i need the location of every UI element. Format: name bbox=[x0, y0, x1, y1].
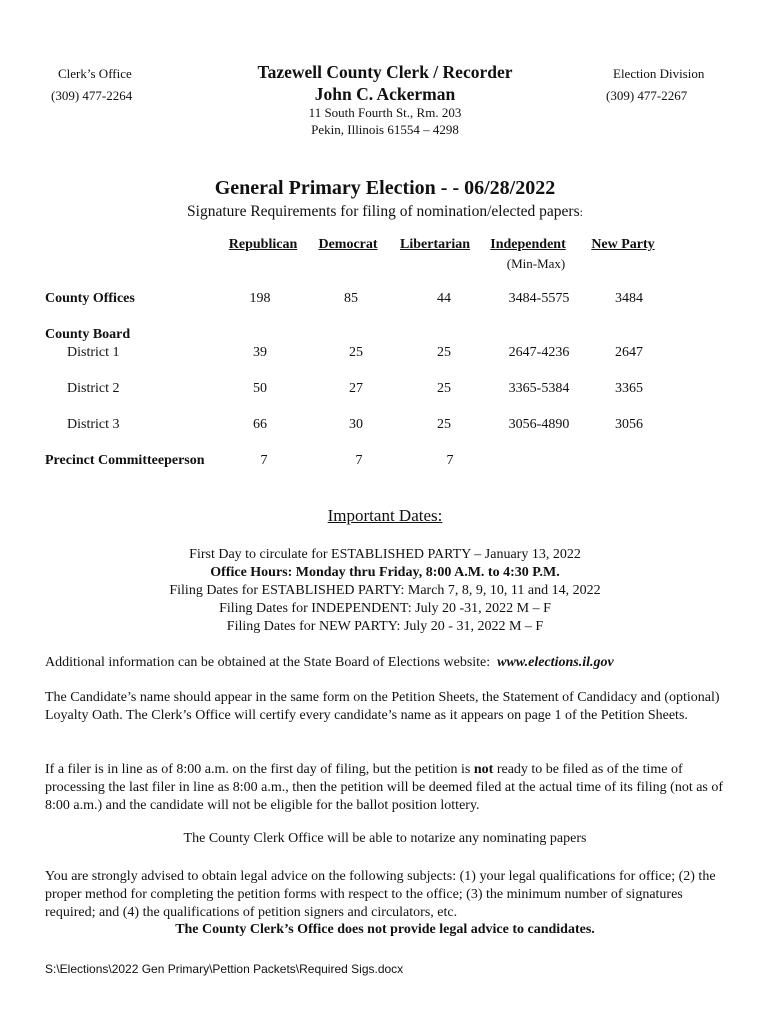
table-cell: 27 bbox=[349, 381, 363, 396]
elections-website-link[interactable]: www.elections.il.gov bbox=[497, 655, 614, 670]
notarize-line: The County Clerk Office will be able to notarize any nominating papers bbox=[183, 831, 587, 846]
table-cell: 2647-4236 bbox=[508, 345, 570, 360]
additional-info-paragraph bbox=[45, 654, 725, 672]
row-label-district-2: District 2 bbox=[67, 381, 120, 396]
table-cell: 25 bbox=[437, 345, 451, 360]
col-header-democrat: Democrat bbox=[318, 237, 378, 252]
table-cell: 30 bbox=[349, 417, 363, 432]
table-cell: 3484-5575 bbox=[508, 291, 570, 306]
table-cell: 44 bbox=[437, 291, 451, 306]
date-line-office-hours: Office Hours: Monday thru Friday, 8:00 A.M. to 4:30 P.M. bbox=[210, 565, 560, 580]
table-cell: 25 bbox=[349, 345, 363, 360]
table-cell: 66 bbox=[253, 417, 267, 432]
table-cell: 7 bbox=[260, 453, 268, 468]
row-label-precinct-committeeperson: Precinct Committeeperson bbox=[45, 453, 205, 468]
clerks-office-phone: (309) 477-2264 bbox=[51, 88, 133, 103]
file-path-footer: S:\Elections\2022 Gen Primary\Pettion Packets\Required Sigs.docx bbox=[45, 962, 404, 976]
table-cell: 198 bbox=[249, 291, 271, 306]
table-cell: 3365 bbox=[615, 381, 643, 396]
table-cell: 25 bbox=[437, 417, 451, 432]
address-line-2: Pekin, Illinois 61554 – 4298 bbox=[311, 122, 459, 137]
filer-text-after: ready to be filed as of the time of processing the last filer in line as 8:00 a.m., then the petition will be deemed filed at the actual time of its filing (not as of 8:00 a.m.) and the candidate will not be eligible for the ballot position lottery. bbox=[45, 762, 724, 813]
election-division-phone: (309) 477-2267 bbox=[606, 88, 688, 103]
filer-text-before: If a filer is in line as of 8:00 a.m. on the first day of filing, but the petition is bbox=[45, 762, 471, 777]
important-dates-title: Important Dates: bbox=[327, 506, 443, 525]
filer-not-emphasis: not bbox=[473, 762, 494, 777]
table-cell: 3056-4890 bbox=[508, 417, 570, 432]
subtitle-colon: : bbox=[579, 205, 583, 219]
table-cell: 7 bbox=[446, 453, 454, 468]
address-line-1: 11 South Fourth St., Rm. 203 bbox=[308, 105, 462, 120]
candidate-name-paragraph: The Candidate’s name should appear in the same form on the Petition Sheets, the Statement of Candidacy and (optional) Loyalty Oath. The Clerk’s Office will certify every candidate’s name as it appears on page 1 of the Petition Sheets. bbox=[45, 690, 720, 723]
additional-info-text: Additional information can be obtained at the State Board of Elections website: bbox=[45, 655, 491, 670]
col-header-republican: Republican bbox=[228, 237, 298, 252]
table-cell: 25 bbox=[437, 381, 451, 396]
col-header-independent: Independent bbox=[490, 237, 566, 252]
table-cell: 39 bbox=[253, 345, 267, 360]
subtitle-text: Signature Requirements for filing of nomination/elected papers bbox=[187, 203, 580, 220]
table-cell: 7 bbox=[355, 453, 363, 468]
office-title: Tazewell County Clerk / Recorder bbox=[257, 62, 513, 82]
col-header-new-party: New Party bbox=[591, 237, 655, 252]
table-cell: 85 bbox=[344, 291, 358, 306]
table-cell: 50 bbox=[253, 381, 267, 396]
election-subtitle bbox=[85, 203, 685, 221]
no-legal-advice-line: The County Clerk’s Office does not provide legal advice to candidates. bbox=[175, 922, 595, 937]
election-division-label: Election Division bbox=[613, 66, 705, 81]
date-line-first-day: First Day to circulate for ESTABLISHED PARTY – January 13, 2022 bbox=[189, 547, 581, 562]
col-header-libertarian: Libertarian bbox=[400, 237, 470, 252]
table-cell: 3365-5384 bbox=[508, 381, 570, 396]
date-line-independent: Filing Dates for INDEPENDENT: July 20 -31, 2022 M – F bbox=[219, 601, 551, 616]
clerk-name: John C. Ackerman bbox=[314, 84, 456, 104]
clerks-office-label: Clerk’s Office bbox=[58, 66, 132, 81]
date-line-new-party: Filing Dates for NEW PARTY: July 20 - 31, 2022 M – F bbox=[226, 619, 544, 634]
independent-min-max-note: (Min-Max) bbox=[506, 256, 566, 271]
legal-advice-paragraph: You are strongly advised to obtain legal advice on the following subjects: (1) your legal qualifications for office; (2) the proper method for completing the petition forms with respect to the office; (3) the minimum number of signatures required; and (4) the qualifications of petition signers and circulators, etc. bbox=[45, 869, 716, 920]
table-cell: 3484 bbox=[615, 291, 643, 306]
row-label-county-board: County Board bbox=[45, 327, 131, 342]
row-label-district-1: District 1 bbox=[67, 345, 120, 360]
date-line-established: Filing Dates for ESTABLISHED PARTY: March 7, 8, 9, 10, 11 and 14, 2022 bbox=[169, 583, 601, 598]
table-cell: 2647 bbox=[615, 345, 643, 360]
filer-in-line-paragraph bbox=[45, 761, 725, 815]
table-cell: 3056 bbox=[615, 417, 643, 432]
row-label-county-offices: County Offices bbox=[45, 291, 135, 306]
election-title: General Primary Election - - 06/28/2022 bbox=[214, 177, 556, 199]
row-label-district-3: District 3 bbox=[67, 417, 120, 432]
